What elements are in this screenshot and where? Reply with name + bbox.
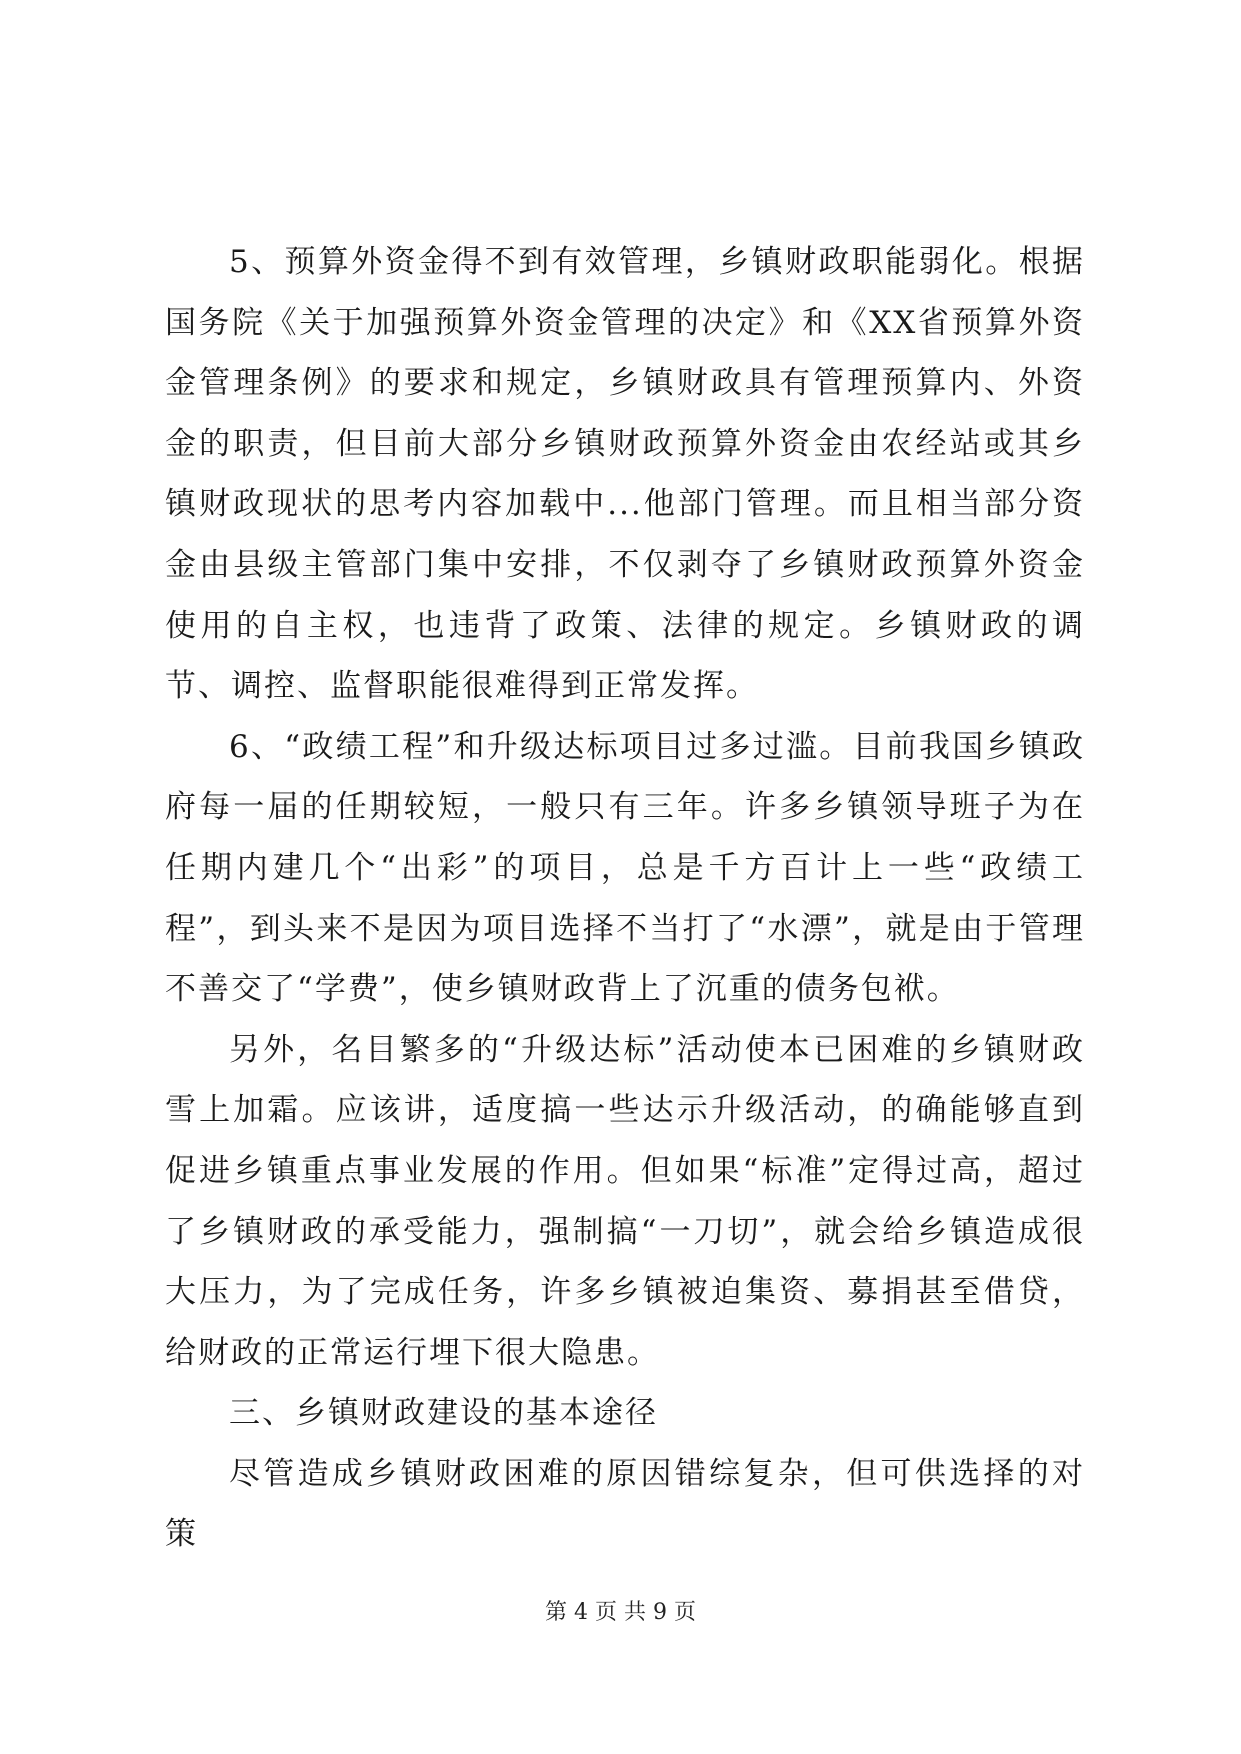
paragraph-countermeasures: 尽管造成乡镇财政困难的原因错综复杂，但可供选择的对策 bbox=[165, 1455, 1085, 1553]
paragraph-vanity-projects: 6、“政绩工程”和升级达标项目过多过滥。目前我国乡镇政府每一届的任期较短，一般只有三年。许多乡镇领导班子为在任期内建几个“出彩”的项目，总是千方百计上一些“政绩工程”，到头来不是因为项目选择不当打了“水漂”，就是由于管理不善交了“学费”，使乡镇财政背上了沉重的债务包袱。 bbox=[165, 728, 1085, 1008]
page-footer: 第 4 页 共 9 页 bbox=[545, 1600, 696, 1625]
section-heading-basic-approaches: 三、乡镇财政建设的基本途径 bbox=[229, 1395, 658, 1432]
document-body bbox=[165, 232, 1085, 1565]
paragraph-budget-funds: 5、预算外资金得不到有效管理，乡镇财政职能弱化。根据国务院《关于加强预算外资金管理的决定》和《XX省预算外资金管理条例》的要求和规定，乡镇财政具有管理预算内、外资金的职责，但目前大部分乡镇财政预算外资金由农经站或其乡镇财政现状的思考内容加载中...他部门管理。而且相当部分资金由县级主管部门集中安排，不仅剥夺了乡镇财政预算外资金使用的自主权，也违背了政策、法律的规定。乡镇财政的调节、调控、监督职能很难得到正常发挥。 bbox=[165, 244, 1085, 705]
paragraph-upgrade-activities: 另外，名目繁多的“升级达标”活动使本已困难的乡镇财政雪上加霜。应该讲，适度搞一些达示升级活动，的确能够直到促进乡镇重点事业发展的作用。但如果“标准”定得过高，超过了乡镇财政的承受能力，强制搞“一刀切”，就会给乡镇造成很大压力，为了完成任务，许多乡镇被迫集资、募捐甚至借贷，给财政的正常运行埋下很大隐患。 bbox=[165, 1031, 1085, 1371]
